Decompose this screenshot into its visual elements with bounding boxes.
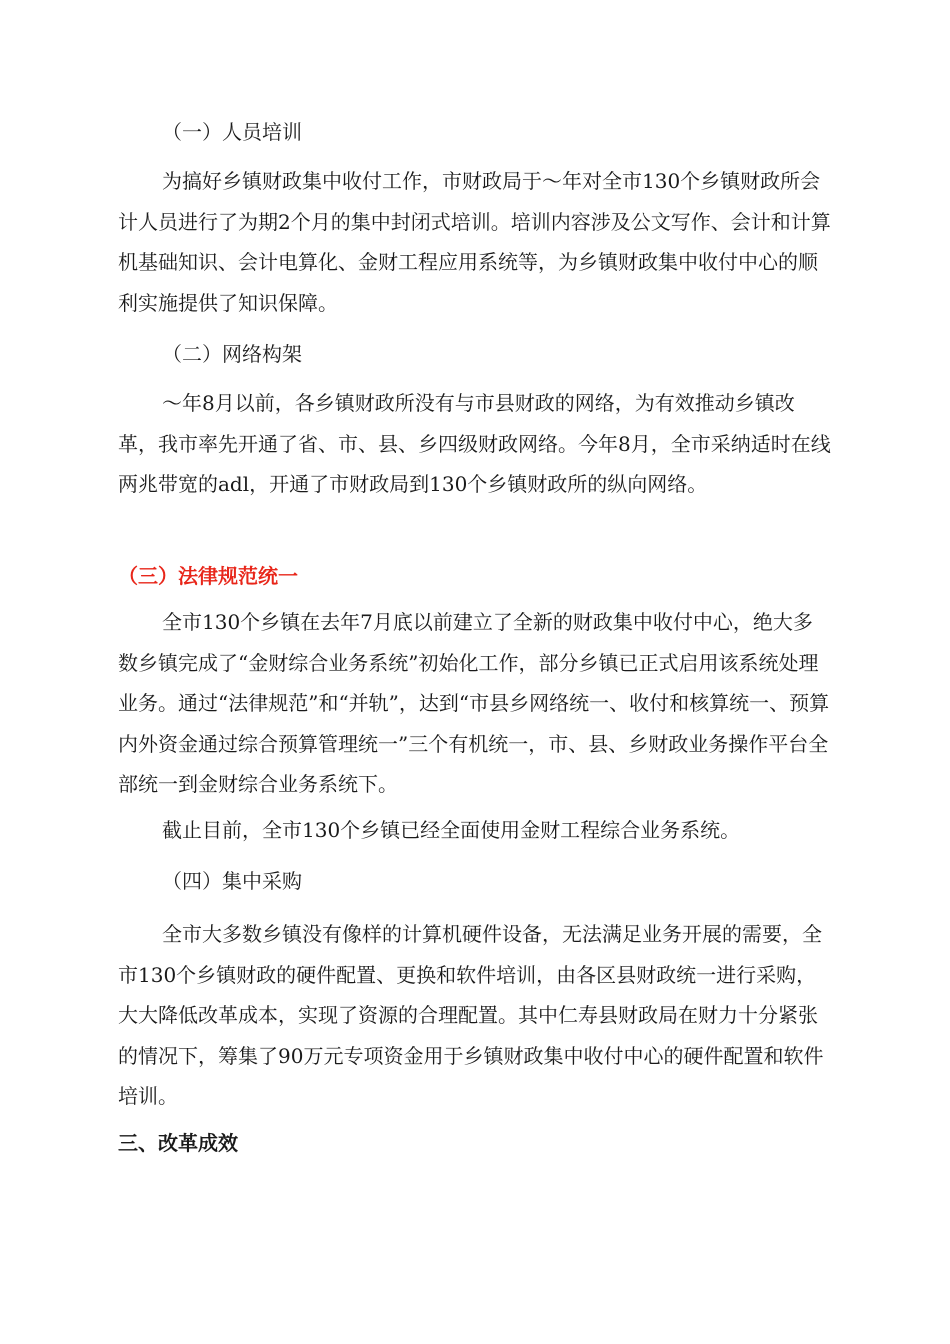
section-heading-centralized-procurement: （四）集中采购 bbox=[162, 869, 302, 893]
section-heading-legal-standardization: （三）法律规范统一 bbox=[118, 564, 298, 588]
section-heading-network-architecture: （二）网络构架 bbox=[162, 342, 302, 366]
section-heading-personnel-training: （一）人员培训 bbox=[162, 120, 302, 144]
paragraph-personnel-training: 为搞好乡镇财政集中收付工作，市财政局于～年对全市130个乡镇财政所会计人员进行了为期2个月的集中封闭式培训。培训内容涉及公文写作、会计和计算机基础知识、会计电算化、金财工程应用系统等，为乡镇财政集中收付中心的顺利实施提供了知识保障。 bbox=[118, 169, 831, 315]
paragraph-network-architecture: ～年8月以前，各乡镇财政所没有与市县财政的网络，为有效推动乡镇改革，我市率先开通了省、市、县、乡四级财政网络。今年8月，全市采纳适时在线两兆带宽的adl，开通了市财政局到130个乡镇财政所的纵向网络。 bbox=[118, 391, 831, 496]
paragraph-current-status: 截止目前，全市130个乡镇已经全面使用金财工程综合业务系统。 bbox=[162, 818, 741, 842]
chapter-heading-reform-results: 三、改革成效 bbox=[118, 1131, 238, 1155]
paragraph-centralized-procurement: 全市大多数乡镇没有像样的计算机硬件设备，无法满足业务开展的需要，全市130个乡镇财政的硬件配置、更换和软件培训，由各区县财政统一进行采购，大大降低改革成本，实现了资源的合理配置。其中仁寿县财政局在财力十分紧张的情况下，筹集了90万元专项资金用于乡镇财政集中收付中心的硬件配置和软件培训。 bbox=[118, 922, 824, 1108]
paragraph-legal-standardization: 全市130个乡镇在去年7月底以前建立了全新的财政集中收付中心，绝大多数乡镇完成了“金财综合业务系统”初始化工作，部分乡镇已正式启用该系统处理业务。通过“法律规范”和“并轨”，达到“市县乡网络统一、收付和核算统一、预算内外资金通过综合预算管理统一”三个有机统一，市、县、乡财政业务操作平台全部统一到金财综合业务系统下。 bbox=[118, 610, 830, 796]
